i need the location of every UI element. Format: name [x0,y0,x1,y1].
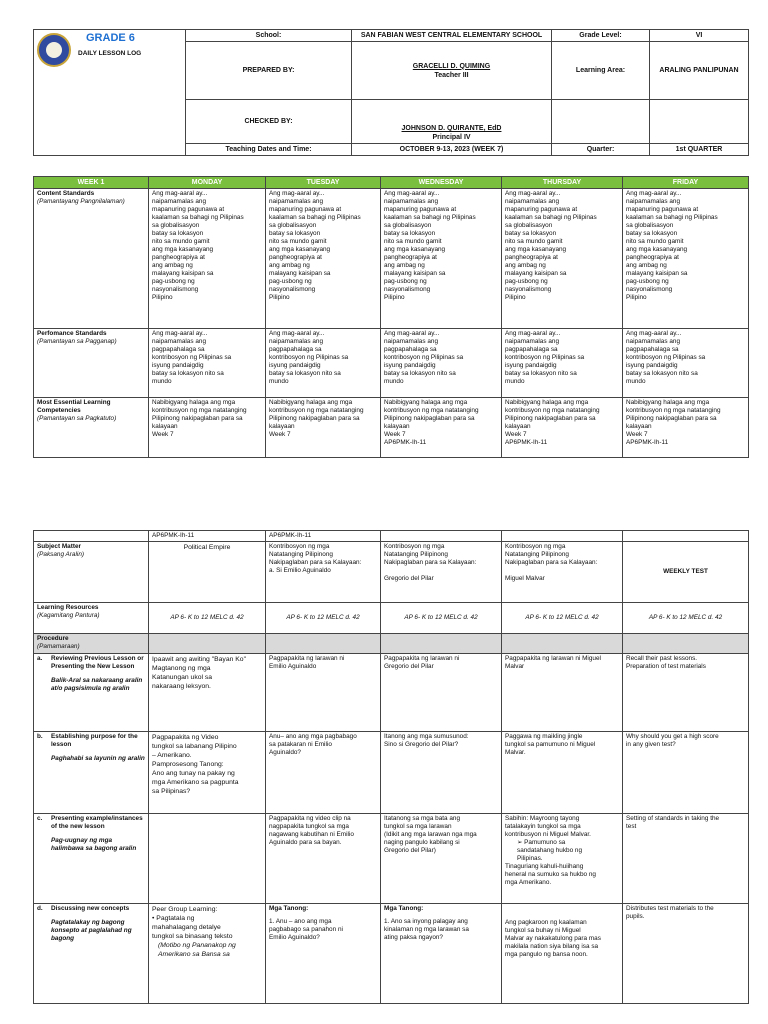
d-monday-bullet: • Pagtatala ng mahahalagang detalye tungkol sa binasang teksto [152,914,262,941]
a-thursday: Pagpapakita ng larawan ni Miguel Malvar [502,654,623,732]
d-monday [149,904,266,1004]
col-wednesday: WEDNESDAY [381,177,502,189]
resource-friday: AP 6- K to 12 MELC d. 42 [623,603,749,634]
subject-matter-label [34,542,149,603]
c-thursday-intro: Sabihin: Mayroong tayong tatalakayin tungkol sa mga kontribusyon ni Miguel Malvar. [505,815,591,838]
resource-wednesday: AP 6- K to 12 MELC d. 42 [381,603,502,634]
c-thursday [502,814,623,904]
learning-area-value: ARALING PANLIPUNAN [650,42,749,100]
step-subtitle: Balik-Aral sa nakaraang aralin at/o pagsisimula ng aralin [51,677,143,692]
a-tuesday: Pagpapakita ng larawan ni Emilio Aguinaldo [266,654,381,732]
step-text [51,815,145,853]
row-title: Procedure [37,635,69,642]
b-tuesday: Anu– ano ang mga pagbabago sa patakaran ni Emilio Aguinaldo? [266,732,381,814]
blank-cell [552,100,650,144]
step-letter: d. [37,905,43,912]
dates-value: OCTOBER 9-13, 2023 (WEEK 7) [352,144,552,156]
col-tuesday: TUESDAY [266,177,381,189]
step [37,815,145,853]
row-subtitle: (Pamantayan sa Pagganap) [37,338,117,345]
resources-label [34,603,149,634]
melc-label [34,398,149,458]
blank-cell [34,531,149,542]
content-monday: Ang mag-aaral ay... naipamamalas ang mapanuring pagunawa at kaalaman sa bahagi ng Pilipinas sa globalisasyon batay sa lokasyon nito sa mundo gamit ang mga kasanayang pangheograpiya at ang ambag ng malayang kaisipan sa pag-usbong ng nasyonalismong Pilipino [149,189,266,329]
b-wednesday: Itanong ang mga sumusunod: Sino si Gregorio del Pilar? [381,732,502,814]
content-standards-label [34,189,149,329]
prepared-title: Teacher III [434,71,469,79]
code-monday: AP6PMK-Ih-11 [149,531,266,542]
content-thursday: Ang mag-aaral ay... naipamamalas ang mapanuring pagunawa at kaalaman sa bahagi ng Pilipinas sa globalisasyon batay sa lokasyon nito sa mundo gamit ang mga kasanayang pangheograpiya at ang ambag ng malayang kaisipan sa pag-usbong ng nasyonalismong Pilipino [502,189,623,329]
learning-area-label: Learning Area: [552,42,650,100]
melc-tuesday: Nabibigyang halaga ang mga kontribusyon ng mga natatanging Pilipinong nakipaglaban para sa kalayaan Week 7 [266,398,381,458]
d-wednesday-head: Mga Tanong: [384,905,424,912]
prepared-name: GRACELLI D. QUIMING [412,62,491,70]
row-title: Perfomance Standards [37,330,107,337]
resource-thursday: AP 6- K to 12 MELC d. 42 [502,603,623,634]
blank-cell [623,531,749,542]
col-thursday: THURSDAY [502,177,623,189]
step-subtitle: Pag-uugnay ng mga halimbawa sa bagong aralin [51,837,137,852]
c-thursday-bullet: ➢ Pamumuno sa sandatahang hukbo ng Pilipinas. [505,839,619,863]
subject-monday: Political Empire [149,542,266,603]
a-friday: Recall their past lessons. Preparation of test materials [623,654,749,732]
row-title: Subject Matter [37,543,82,550]
c-wednesday: Itatanong sa mga bata ang tungkol sa mga larawan (Idikit ang mga larawan nga mga naging pangulo kabilang si Gregorio del Pilar) [381,814,502,904]
content-wednesday: Ang mag-aaral ay... naipamamalas ang mapanuring pagunawa at kaalaman sa bahagi ng Pilipinas sa globalisasyon batay sa lokasyon nito sa mundo gamit ang mga kasanayang pangheograpiya at ang ambag ng malayang kaisipan sa pag-usbong ng nasyonalismong Pilipino [381,189,502,329]
performance-tuesday: Ang mag-aaral ay... naipamamalas ang pagpapahalaga sa kontribosyon ng Pilipinas sa isyung pandaigdig batay sa lokasyon nito sa mundo [266,329,381,398]
step-d [34,904,149,1004]
blank-cell [502,531,623,542]
deped-seal-icon [37,33,71,67]
col-friday: FRIDAY [623,177,749,189]
blank-cell [381,634,502,654]
b-friday: Why should you get a high score in any given test? [623,732,749,814]
subject-wednesday: Kontribosyon ng mga Natatanging Pilipinong Nakipaglaban para sa Kalayaan: Gregorio del Pilar [381,542,502,603]
standards-table [33,176,749,458]
grade-level-value: VI [650,30,749,42]
row-title: Most Essential Learning Competencies [37,399,111,414]
step-title: Presenting example/instances of the new lesson [51,815,143,830]
checked-label: CHECKED BY: [186,100,352,144]
grade-level-label: Grade Level: [552,30,650,42]
grade-title: GRADE 6 [86,32,135,44]
school-name: SAN FABIAN WEST CENTRAL ELEMENTARY SCHOOL [352,30,552,42]
resource-monday: AP 6- K to 12 MELC d. 42 [149,603,266,634]
performance-friday: Ang mag-aaral ay... naipamamalas ang pagpapahalaga sa kontribosyon ng Pilipinas sa isyung pandaigdig batay sa lokasyon nito sa mundo [623,329,749,398]
b-thursday: Paggawa ng maikling jingle tungkol sa pamumuno ni Miguel Malvar. [502,732,623,814]
blank-cell [381,531,502,542]
step-a [34,654,149,732]
step-title: Reviewing Previous Lesson or Presenting the New Lesson [51,655,144,670]
d-tuesday-head: Mga Tanong: [269,905,309,912]
d-thursday-text: Ang pagkaroon ng kaalaman tungkol sa buhay ni Miguel Malvar ay nakakatulong para mas makilala nation siya bilang isa sa mga pangulo ng bansa noon. [505,919,601,958]
melc-thursday: Nabibigyang halaga ang mga kontribusyon ng mga natatanging Pilipinong nakipaglaban para sa kalayaan Week 7 AP6PMK-Ih-11 [502,398,623,458]
row-subtitle: (Pamantayang Pangnilalaman) [37,198,125,205]
a-monday: Ipaawit ang awiting "Bayan Ko" Magtanong ng mga Katanungan ukol sa nakaraang leksyon. [149,654,266,732]
d-thursday [502,904,623,1004]
blank-cell [623,634,749,654]
col-week: WEEK 1 [34,177,149,189]
step-b [34,732,149,814]
step-letter: a. [37,655,43,662]
blank-cell [266,634,381,654]
checked-by [352,100,552,144]
step-text [51,655,145,693]
content-friday: Ang mag-aaral ay... naipamamalas ang mapanuring pagunawa at kaalaman sa bahagi ng Pilipinas sa globalisasyon batay sa lokasyon nito sa mundo gamit ang mga kasanayang pangheograpiya at ang ambag ng malayang kaisipan sa pag-usbong ng nasyonalismong Pilipino [623,189,749,329]
b-monday: Pagpapakita ng Video tungkol sa labanang Pilipino – Amerikano. Pamprosesong Tanong: Ano ang tunay na pakay ng mga Amerikano sa pagpunta sa Pilipinas? [149,732,266,814]
c-friday: Setting of standards in taking the test [623,814,749,904]
d-tuesday-text: 1. Anu – ano ang mga pagbabago sa panahon ni Emilio Aguinaldo? [269,918,343,941]
d-wednesday-text: 1. Ano sa inyong palagay ang kinalaman ng mga larawan sa ating paksa ngayon? [384,918,469,941]
subject-thursday: Kontribosyon ng mga Natatanging Pilipinong Nakipaglaban para sa Kalayaan: Miguel Malvar [502,542,623,603]
step [37,905,145,943]
melc-friday: Nabibigyang halaga ang mga kontribusyon ng mga natatanging Pilipinong nakipaglaban para sa kalayaan Week 7 AP6PMK-Ih-11 [623,398,749,458]
quarter-label: Quarter: [552,144,650,156]
melc-monday: Nabibigyang halaga ang mga kontribusyon ng mga natatanging Pilipinong nakipaglaban para sa kalayaan Week 7 [149,398,266,458]
prepared-label: PREPARED BY: [186,42,352,100]
procedure-table [33,530,749,1004]
step [37,655,145,693]
a-wednesday: Pagpapakita ng larawan ni Gregorio del Pilar [381,654,502,732]
d-monday-lead: Peer Group Learning: [152,906,218,913]
dates-label: Teaching Dates and Time: [186,144,352,156]
step-c [34,814,149,904]
checked-title: Principal IV [432,134,471,141]
performance-monday: Ang mag-aaral ay... naipamamalas ang pagpapahalaga sa kontribosyon ng Pilipinas sa isyung pandaigdig batay sa lokasyon nito sa mundo [149,329,266,398]
row-title: Content Standards [37,190,95,197]
code-tuesday: AP6PMK-Ih-11 [266,531,381,542]
d-tuesday [266,904,381,1004]
col-monday: MONDAY [149,177,266,189]
c-monday [149,814,266,904]
row-subtitle: (Kagamitang Pantura) [37,612,100,619]
prepared-by [352,42,552,100]
subject-friday: WEEKLY TEST [623,542,749,603]
resource-tuesday: AP 6- K to 12 MELC d. 42 [266,603,381,634]
d-monday-italic: (Motibo ng Pananakop ng Amerikano sa Bansa sa [158,942,236,958]
row-subtitle: (Pamamaraan) [37,643,80,650]
d-wednesday [381,904,502,1004]
step-subtitle: Pagtatalakay ng bagong konsepto at paglalahad ng bagong [51,919,132,942]
c-thursday-after: Tinaguriang kahuli-huiihang heneral na sumuko sa hukbo ng mga Amerikano. [505,863,596,886]
c-tuesday: Pagpapakita ng video clip na nagpapakita tungkol sa mga nagawang kabutihan ni Emilio Aguinaldo para sa bayan. [266,814,381,904]
row-subtitle: (Paksang Aralin) [37,551,85,558]
step [37,733,145,763]
row-subtitle: (Pamantayan sa Pagkatuto) [37,415,117,422]
school-logo-cell [34,30,186,156]
step-letter: c. [37,815,43,822]
blank-cell [650,100,749,144]
step-title: Discussing new concepts [51,905,130,912]
school-label: School: [186,30,352,42]
blank-cell [149,634,266,654]
step-text [51,733,145,763]
step-title: Establishing purpose for the lesson [51,733,138,748]
step-subtitle: Paghahabi sa layunin ng aralin [51,755,145,762]
blank-cell [502,634,623,654]
melc-wednesday: Nabibigyang halaga ang mga kontribusyon ng mga natatanging Pilipinong nakipaglaban para sa kalayaan Week 7 AP6PMK-Ih-11 [381,398,502,458]
row-title: Learning Resources [37,604,99,611]
checked-name: JOHNSON D. QUIRANTE, EdD [401,125,502,132]
performance-standards-label [34,329,149,398]
step-letter: b. [37,733,43,740]
d-friday: Distributes test materials to the pupils. [623,904,749,1004]
content-tuesday: Ang mag-aaral ay... naipamamalas ang mapanuring pagunawa at kaalaman sa bahagi ng Pilipinas sa globalisasyon batay sa lokasyon nito sa mundo gamit ang mga kasanayang pangheograpiya at ang ambag ng malayang kaisipan sa pag-usbong ng nasyonalismong Pilipino [266,189,381,329]
header-table [33,29,749,156]
performance-wednesday: Ang mag-aaral ay... naipamamalas ang pagpapahalaga sa kontribosyon ng Pilipinas sa isyung pandaigdig batay sa lokasyon nito sa mundo [381,329,502,398]
performance-thursday: Ang mag-aaral ay... naipamamalas ang pagpapahalaga sa kontribosyon ng Pilipinas sa isyung pandaigdig batay sa lokasyon nito sa mundo [502,329,623,398]
quarter-value: 1st QUARTER [650,144,749,156]
step-text [51,905,145,943]
subject-tuesday: Kontribosyon ng mga Natatanging Pilipinong Nakipaglaban para sa Kalayaan: a. Si Emilio Aguinaldo [266,542,381,603]
procedure-label [34,634,149,654]
log-title: DAILY LESSON LOG [78,50,142,57]
